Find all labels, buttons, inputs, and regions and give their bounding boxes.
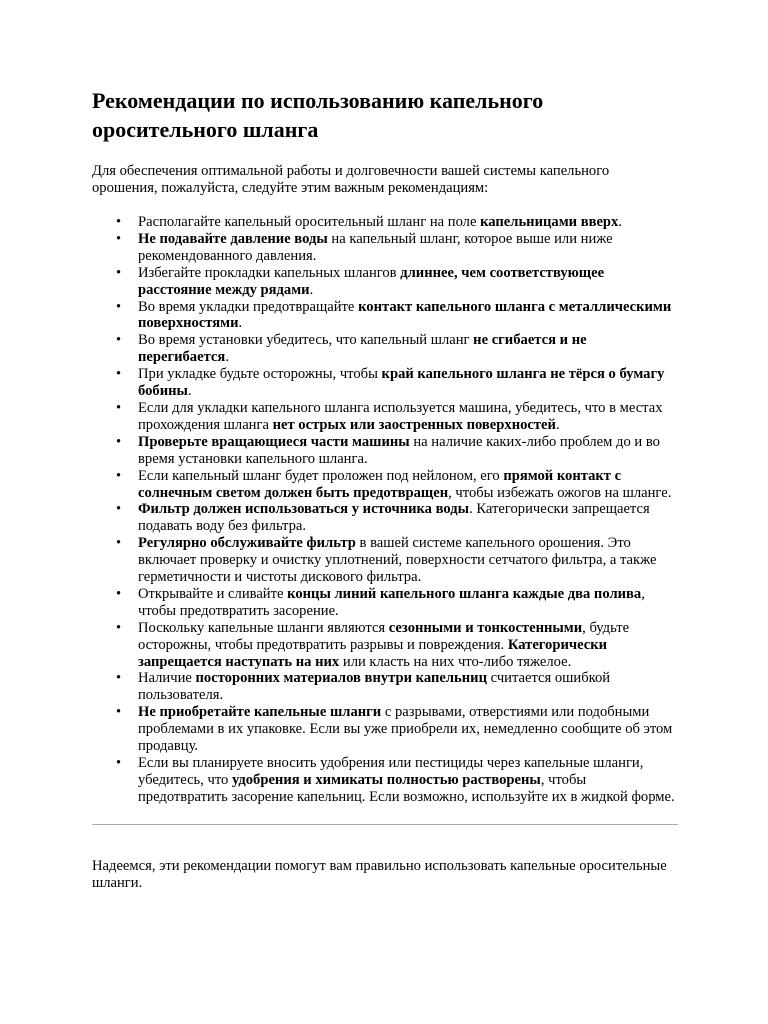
- item-text: Избегайте прокладки капельных шлангов: [138, 264, 401, 281]
- item-text: , будьте осторожны, чтобы предотвратить разрывы и повреждения.: [138, 619, 630, 653]
- item-text: .: [238, 315, 243, 332]
- emphasis-text: нет острых или заостренных поверхностей: [272, 416, 556, 433]
- item-text: , чтобы предотвратить засорение.: [138, 585, 645, 619]
- list-item: [138, 265, 678, 299]
- item-text: Если капельный шланг будет проложен под нейлоном, его: [138, 467, 504, 484]
- item-text: на капельный шланг, которое выше или ниже рекомендованного давления.: [138, 230, 613, 264]
- page-title: Рекомендации по использованию капельного оросительного шланга: [92, 88, 544, 142]
- list-item: [138, 501, 678, 535]
- list-item: [138, 299, 678, 333]
- list-item: [138, 434, 678, 468]
- item-text: .: [225, 349, 229, 366]
- item-text: Во время укладки предотвращайте: [138, 298, 359, 315]
- item-text: Располагайте капельный оросительный шланг на поле: [138, 214, 481, 230]
- closing-paragraph: Надеемся, эти рекомендации помогут вам правильно использовать капельные оросительные шланги.: [92, 857, 667, 891]
- item-text: на наличие каких-либо проблем до и во время установки капельного шланга.: [138, 433, 660, 467]
- item-text: .: [618, 214, 623, 230]
- item-text: в вашей системе капельного орошения. Это включает проверку и очистку уплотнений, поверхности сетчатого фильтра, а также герметичности и чистоты дискового фильтра.: [138, 535, 657, 586]
- emphasis-text: посторонних материалов внутри капельниц: [195, 670, 487, 687]
- document-page: [92, 86, 678, 892]
- list-item: [138, 231, 678, 265]
- emphasis-text: Не приобретайте капельные шланги: [138, 704, 382, 721]
- item-text: , чтобы избежать ожогов на шланге.: [448, 484, 672, 501]
- list-item: [138, 755, 678, 806]
- emphasis-text: Фильтр должен использоваться у источника воды: [138, 501, 470, 518]
- list-item: [138, 468, 678, 502]
- emphasis-text: Не подавайте давление воды: [138, 230, 328, 247]
- item-text: Если для укладки капельного шланга используется машина, убедитесь, что в местах прохождения шланга: [138, 399, 663, 433]
- emphasis-text: длиннее, чем соответствующее расстояние между рядами: [138, 264, 605, 298]
- emphasis-text: Регулярно обслуживайте фильтр: [138, 535, 356, 552]
- emphasis-text: Категорически запрещается наступать на них: [138, 636, 608, 670]
- intro-paragraph: Для обеспечения оптимальной работы и долговечности вашей системы капельного орошения, пожалуйста, следуйте этим важным рекомендациям:: [92, 163, 610, 196]
- emphasis-text: Проверьте вращающиеся части машины: [138, 433, 410, 450]
- item-text: считается ошибкой пользователя.: [138, 670, 611, 704]
- list-item: [138, 366, 678, 400]
- item-text: . Категорически запрещается подавать воду без фильтра.: [138, 501, 650, 535]
- list-item: [138, 400, 678, 434]
- item-text: Если вы планируете вносить удобрения или пестициды через капельные шланги, убедитесь, что: [138, 755, 644, 788]
- emphasis-text: не сгибается и не перегибается: [138, 332, 587, 366]
- divider: [92, 824, 678, 825]
- item-text: , чтобы предотвратить засорение капельниц. Если возможно, используйте их в жидкой форме.: [138, 771, 675, 805]
- item-text: Во время установки убедитесь, что капельный шланг: [138, 332, 474, 349]
- item-text: Наличие: [138, 670, 196, 687]
- emphasis-text: контакт капельного шланга с металлическими поверхностями: [138, 298, 672, 332]
- emphasis-text: прямой контакт с солнечным светом должен быть предотвращен: [138, 467, 622, 501]
- emphasis-text: капельницами вверх: [480, 214, 619, 230]
- list-item: [138, 332, 678, 366]
- item-text: При укладке будьте осторожны, чтобы: [138, 366, 382, 383]
- item-text: .: [555, 416, 560, 433]
- item-text: Поскольку капельные шланги являются: [138, 619, 389, 636]
- item-text: или класть на них что-либо тяжелое.: [339, 653, 572, 670]
- list-item: [138, 620, 678, 671]
- item-text: .: [187, 383, 192, 400]
- item-text: с разрывами, отверстиями или подобными проблемами в их упаковке. Если вы уже приобрели их, немедленно сообщите об этом продавцу.: [138, 704, 673, 755]
- list-item: [138, 535, 678, 586]
- list-item: [138, 586, 678, 620]
- emphasis-text: концы линий капельного шланга каждые два полива: [287, 585, 642, 602]
- item-text: .: [309, 281, 314, 298]
- list-item: [138, 670, 678, 704]
- item-text: Открывайте и сливайте: [138, 585, 288, 602]
- list-item: [138, 704, 678, 755]
- emphasis-text: сезонными и тонкостенными: [388, 619, 583, 636]
- emphasis-text: удобрения и химикаты полностью растворены: [231, 771, 541, 788]
- list-item: [138, 214, 678, 231]
- emphasis-text: край капельного шланга не тёрся о бумагу бобины: [138, 366, 665, 400]
- recommendations-list: [92, 214, 678, 806]
